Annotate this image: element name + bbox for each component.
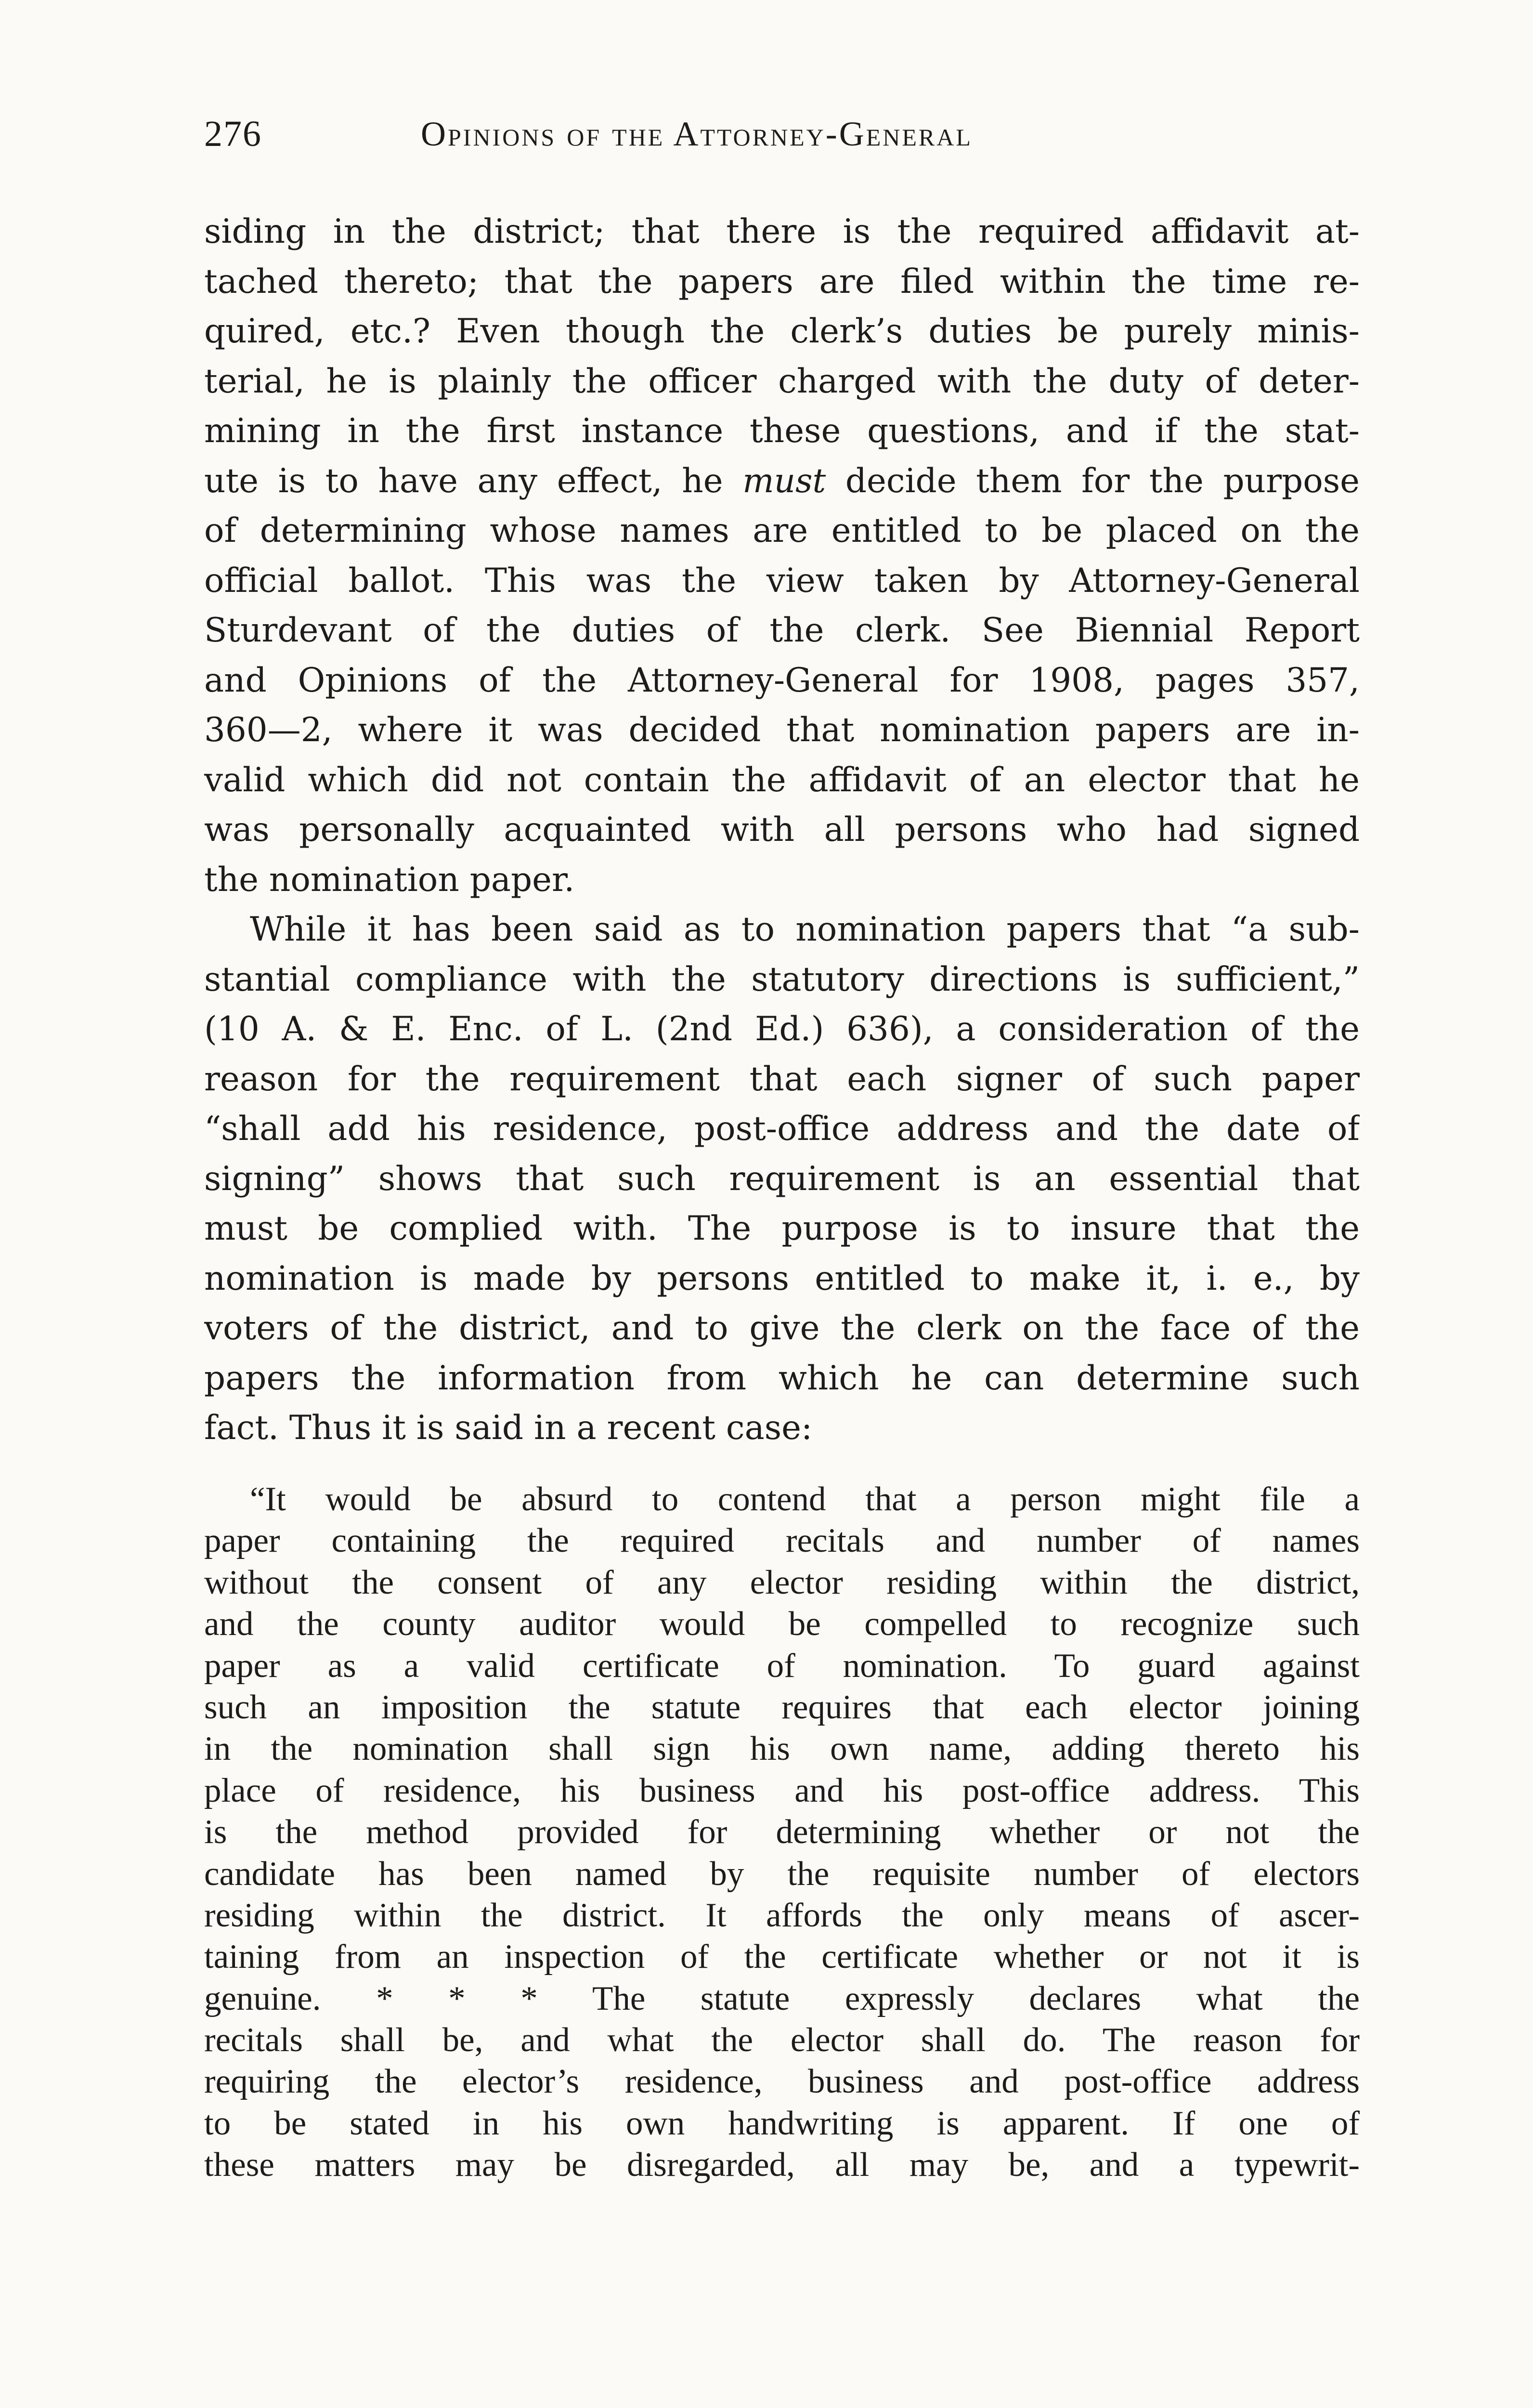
text-line: (10 A. & E. Enc. of L. (2nd Ed.) 636), a consideration of the	[204, 1010, 1360, 1048]
quote-line: without the consent of any elector residing within the district,	[204, 1563, 1360, 1601]
quote-line: these matters may be disregarded, all may be, and a typewrit-	[204, 2146, 1360, 2184]
text-line	[204, 457, 1360, 507]
quote-line: to be stated in his own handwriting is apparent. If one of	[204, 2104, 1360, 2142]
quote-line: “It would be absurd to contend that a person might file a	[250, 1480, 1360, 1518]
italic-emphasis: must	[742, 461, 826, 500]
quote-line: recitals shall be, and what the elector shall do. The reason for	[204, 2021, 1360, 2059]
quote-line: taining from an inspection of the certificate whether or not it is	[204, 1938, 1360, 1976]
text-line: papers the information from which he can determine such	[204, 1359, 1360, 1398]
quote-line: such an imposition the statute requires that each elector joining	[204, 1688, 1360, 1726]
quote-line: in the nomination shall sign his own name, adding thereto his	[204, 1730, 1360, 1768]
text-line: mining in the first instance these questions, and if the stat-	[204, 412, 1360, 450]
text-line: official ballot. This was the view taken by Attorney-General	[204, 561, 1360, 600]
text-line: quired, etc.? Even though the clerk’s duties be purely minis-	[204, 312, 1360, 351]
text-line: signing” shows that such requirement is an essential that	[204, 1159, 1360, 1198]
text-line: tached thereto; that the papers are filed within the time re-	[204, 262, 1360, 301]
text-line: siding in the district; that there is the required affidavit at-	[204, 212, 1360, 251]
text-line: nomination is made by persons entitled to make it, i. e., by	[204, 1259, 1360, 1298]
quote-line: is the method provided for determining whether or not the	[204, 1813, 1360, 1851]
text-line: Sturdevant of the duties of the clerk. See Biennial Report	[204, 611, 1360, 650]
text-line: of determining whose names are entitled to be placed on the	[204, 511, 1360, 550]
body-text	[204, 207, 1360, 1453]
text-line: While it has been said as to nomination papers that “a sub-	[250, 910, 1360, 949]
text-segment: decide them for the purpose	[845, 461, 1360, 500]
text-line: terial, he is plainly the officer charged with the duty of deter-	[204, 362, 1360, 401]
page-number: 276	[204, 114, 262, 154]
text-line: voters of the district, and to give the clerk on the face of the	[204, 1309, 1360, 1348]
quote-line: genuine. * * * The statute expressly declares what the	[204, 1979, 1360, 2017]
running-title: Opinions of the Attorney-General	[421, 115, 973, 153]
quote-line: and the county auditor would be compelled to recognize such	[204, 1605, 1360, 1643]
text-line: valid which did not contain the affidavit of an elector that he	[204, 760, 1360, 799]
quote-line: residing within the district. It affords the only means of ascer-	[204, 1896, 1360, 1934]
text-line: “shall add his residence, post-office address and the date of	[204, 1110, 1360, 1148]
text-line: fact. Thus it is said in a recent case:	[204, 1409, 813, 1447]
text-segment: ute is to have any effect, he	[204, 461, 723, 500]
text-line: stantial compliance with the statutory directions is sufficient,”	[204, 960, 1360, 999]
running-head	[204, 110, 1360, 163]
quote-line: paper containing the required recitals and number of names	[204, 1522, 1360, 1560]
text-line: reason for the requirement that each signer of such paper	[204, 1060, 1360, 1099]
quote-line: candidate has been named by the requisite number of electors	[204, 1855, 1360, 1893]
quote-line: paper as a valid certificate of nomination. To guard against	[204, 1647, 1360, 1685]
text-line: must be complied with. The purpose is to insure that the	[204, 1209, 1360, 1248]
block-quote	[204, 1479, 1360, 2186]
quote-line: requiring the elector’s residence, business and post-office address	[204, 2063, 1360, 2101]
text-line: was personally acquainted with all persons who had signed	[204, 811, 1360, 849]
text-line: the nomination paper.	[204, 860, 575, 899]
text-line: and Opinions of the Attorney-General for 1908, pages 357,	[204, 661, 1360, 700]
text-line: 360—2, where it was decided that nomination papers are in-	[204, 711, 1360, 749]
quote-line: place of residence, his business and his post-office address. This	[204, 1771, 1360, 1809]
